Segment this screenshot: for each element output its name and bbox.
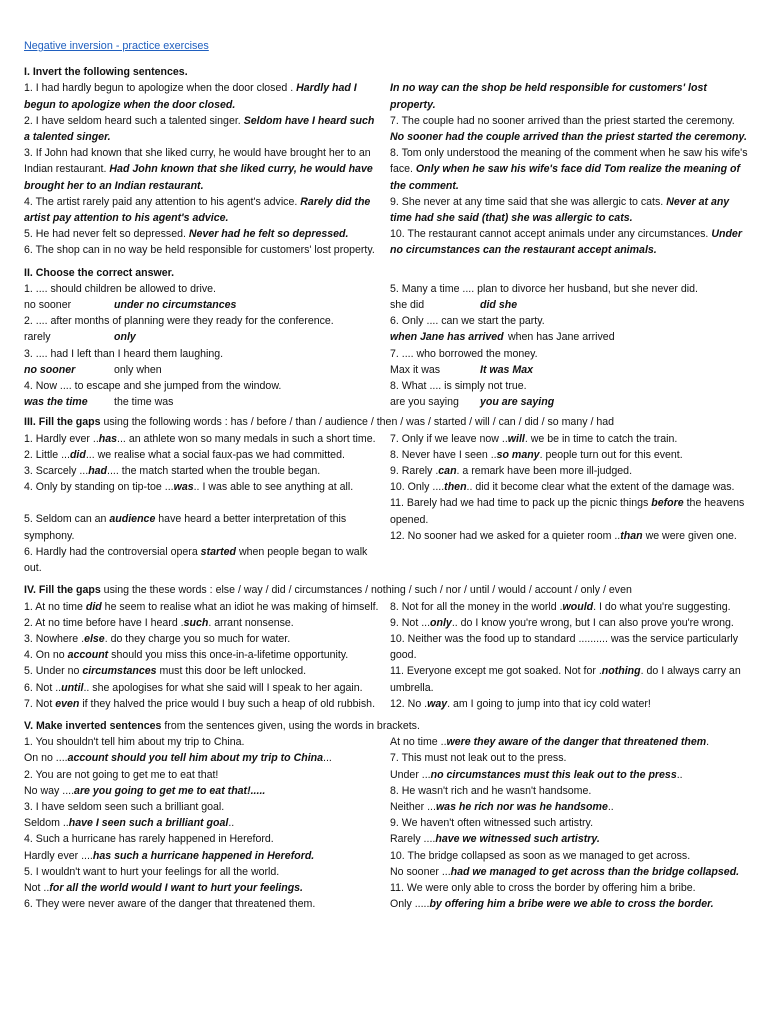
answer-line	[24, 815, 380, 831]
exercise-item	[24, 145, 380, 194]
exercise-item	[24, 696, 380, 712]
section-4-right	[386, 599, 748, 712]
exercise-item	[390, 281, 748, 313]
sentence-end: .... the match started when the trouble began.	[107, 465, 321, 478]
answer-suffix: ..	[607, 800, 614, 813]
sentence-start: 11. Everyone except me got soaked. Not for .	[390, 665, 602, 678]
question-text: 5. Many a time .... plan to divorce her husband, but she never did.	[390, 282, 698, 295]
answer-line	[390, 767, 748, 783]
sentence-end: should you miss this once-in-a-lifetime opportunity.	[108, 649, 349, 662]
exercise-item	[390, 880, 748, 912]
sentence-end: . a remark have been more ill-judged.	[456, 465, 633, 478]
answer-text: for all the world would I want to hurt your feelings.	[49, 881, 303, 894]
section-3-right	[386, 431, 748, 577]
answer-text: Hardly had I begun to apologize when the door closed.	[24, 82, 357, 111]
gap-answer: did	[85, 600, 102, 613]
answer-text: Never at any time had she said (that) she was allergic to cats.	[390, 195, 730, 225]
exercise-item	[390, 145, 748, 194]
gap-answer: until	[61, 681, 84, 694]
sentence-end: we were given one.	[642, 529, 737, 542]
question-text: 8. Tom only understood the meaning of the comment when he saw his wife's face.	[390, 147, 748, 176]
gap-answer: did	[69, 448, 86, 461]
answer-suffix: ...	[323, 752, 332, 765]
question-text: 4. Such a hurricane has rarely happened in Hereford.	[24, 833, 274, 846]
sentence-start: 9. Rarely .	[390, 465, 439, 478]
question-text: 6. They were never aware of the danger that threatened them.	[24, 898, 316, 911]
exercise-item	[24, 431, 380, 447]
sentence-start: 5. Seldom can an	[24, 513, 110, 526]
exercise-item	[24, 663, 380, 679]
question-text: 1. You shouldn't tell him about my trip to China.	[24, 736, 245, 749]
exercise-item	[24, 194, 380, 226]
option-a: no sooner	[24, 363, 76, 376]
gap-answer: even	[55, 697, 80, 710]
exercise-item	[390, 431, 748, 447]
exercise-item	[390, 696, 748, 712]
exercise-item	[390, 495, 748, 527]
exercise-item	[24, 896, 380, 912]
option-a: she did	[390, 299, 425, 312]
option-b: you are saying	[480, 396, 555, 409]
answer-line	[24, 848, 380, 864]
exercise-item	[24, 447, 380, 463]
answer-text: were they aware of the danger that threatened them	[446, 736, 707, 749]
exercise-item	[24, 226, 380, 242]
exercise-item	[390, 631, 748, 663]
sentence-end: . do they charge you so much for water.	[104, 632, 291, 645]
answer-text: has such a hurricane happened in Hereford.	[92, 849, 315, 862]
sentence-end: have heard a better interpretation of this symphony.	[24, 513, 347, 542]
sentence-end: the heavens opened.	[390, 497, 745, 526]
question-text: 11. We were only able to cross the border by offering him a bribe.	[390, 881, 696, 894]
answer-text: Had John known that she liked curry, he would have brought her to an Indian restaurant.	[24, 163, 373, 192]
question-text: 2. .... after months of planning were they ready for the conference.	[24, 315, 334, 328]
option-a: was the time	[24, 396, 88, 409]
answer-line	[24, 880, 380, 896]
options-row	[24, 362, 380, 378]
exercise-item	[24, 511, 380, 543]
answer-text: have I seen such a brilliant goal	[68, 817, 229, 830]
gap-answer: nothing	[601, 665, 641, 678]
gap-answer: would	[562, 600, 594, 613]
exercise-item	[24, 615, 380, 631]
answer-line	[24, 750, 380, 766]
section-4-left	[24, 599, 386, 712]
exercise-item	[390, 750, 748, 782]
exercise-item	[390, 528, 748, 544]
section-1-right	[386, 80, 748, 258]
sentence-start: 10. Only ....	[390, 481, 445, 494]
answer-line	[390, 831, 748, 847]
question-text: 7. This must not leak out to the press.	[390, 752, 567, 765]
options-row	[24, 394, 380, 410]
question-text: 8. He wasn't rich and he wasn't handsome.	[390, 784, 592, 797]
answer-suffix: .	[706, 736, 710, 749]
sentence-end: ... we realise what a social faux-pas we had committed.	[85, 448, 345, 461]
sentence-end: .. she apologises for what she said will I speak to her again.	[83, 681, 363, 694]
gap-answer: then	[444, 481, 467, 494]
question-text: 5. I wouldn't want to hurt your feelings for all the world.	[24, 865, 280, 878]
worksheet	[24, 38, 748, 912]
gap-answer: only	[430, 616, 452, 629]
option-b: only	[114, 331, 136, 344]
sentence-end: . we be in time to catch the train.	[524, 432, 678, 445]
options-row	[390, 329, 748, 345]
answer-suffix: ..	[228, 817, 235, 830]
options-row	[390, 394, 748, 410]
sentence-end: . do I always carry an umbrella.	[390, 665, 741, 694]
answer-text: was he rich nor was he handsome	[435, 800, 608, 813]
options-row	[24, 297, 380, 313]
gap-answer: so many	[496, 448, 540, 461]
sentence-end: .. do I know you're wrong, but I can also prove you're wrong.	[451, 616, 734, 629]
answer-text: No sooner had the couple arrived than the priest started the ceremony.	[390, 131, 747, 144]
sentence-start: 7. Only if we leave now ..	[390, 432, 508, 445]
sentence-start: 10. Neither was the food up to standard .......... was the service particularly good.	[390, 632, 739, 662]
gap-answer: started	[200, 545, 236, 558]
answer-text: by offering him a bribe were we able to cross the border.	[429, 898, 714, 911]
gap-answer: such	[183, 616, 209, 629]
sentence-start: 8. Never have I seen ..	[390, 448, 497, 461]
answer-line	[390, 896, 748, 912]
exercise-item	[390, 194, 748, 226]
question-text: 4. Now .... to escape and she jumped from the window.	[24, 380, 282, 393]
exercise-item	[24, 734, 380, 766]
exercise-item	[24, 80, 380, 112]
sentence-end: when people began to walk out.	[24, 545, 368, 575]
section-3-heading: III. Fill the gaps using the following words : has / before / than / audience / then / was / started / will / can / did / so many / had	[24, 416, 615, 429]
sentence-start: 4. Only by standing on tip-toe ...	[24, 481, 174, 494]
exercise-item	[390, 848, 748, 880]
sentence-start: 3. Nowhere .	[24, 632, 85, 645]
exercise-item	[390, 663, 748, 695]
answer-prefix: Only .....	[390, 898, 430, 911]
exercise-item	[24, 680, 380, 696]
section-5	[24, 734, 748, 912]
option-b: the time was	[114, 396, 174, 409]
sentence-start: 2. At no time before have I heard .	[24, 616, 184, 629]
sentence-start: 11. Barely had we had time to pack up the picnic things	[390, 497, 652, 510]
answer-prefix: On no ....	[24, 752, 68, 765]
exercise-item	[24, 631, 380, 647]
exercise-item	[24, 647, 380, 663]
exercise-item	[390, 734, 748, 750]
sentence-end: . arrant nonsense.	[208, 616, 294, 629]
option-a: are you saying	[390, 396, 459, 409]
sentence-end: .. I was able to see anything at all.	[193, 481, 354, 494]
gap-answer: was	[173, 481, 194, 494]
gap-answer: audience	[109, 513, 156, 526]
exercise-item	[24, 864, 380, 896]
exercise-item	[24, 767, 380, 799]
answer-prefix: Not ..	[24, 881, 50, 894]
option-a: rarely	[24, 331, 51, 344]
question-text: 8. What .... is simply not true.	[390, 380, 527, 393]
exercise-item	[24, 463, 380, 479]
question-text: 2. You are not going to get me to eat that!	[24, 768, 219, 781]
answer-prefix: No way ....	[24, 784, 75, 797]
exercise-item	[390, 463, 748, 479]
exercise-item	[24, 242, 380, 258]
question-text: 7. .... who borrowed the money.	[390, 347, 538, 360]
exercise-item	[24, 599, 380, 615]
section-5-left	[24, 734, 386, 912]
sentence-end: . people turn out for this event.	[539, 448, 683, 461]
options-row	[390, 297, 748, 313]
answer-line	[390, 799, 748, 815]
exercise-item	[390, 346, 748, 378]
sentence-start: 2. Little ...	[24, 448, 70, 461]
gap-answer: circumstances	[82, 665, 157, 678]
sentence-start: 5. Under no	[24, 665, 83, 678]
option-a: Max it was	[390, 363, 441, 376]
exercise-item	[24, 831, 380, 863]
answer-line	[390, 734, 748, 750]
answer-prefix: At no time ..	[390, 736, 447, 749]
section-5-heading: V. Make inverted sentences from the sentences given, using the words in brackets.	[24, 719, 420, 732]
exercise-item	[24, 281, 380, 313]
exercise-item	[24, 378, 380, 410]
answer-text: had we managed to get across than the bridge collapsed.	[450, 865, 740, 878]
exercise-item	[390, 447, 748, 463]
answer-text: Only when he saw his wife's face did Tom realize the meaning of the comment.	[390, 163, 741, 192]
answer-text: no circumstances must this leak out to the press	[430, 768, 677, 781]
question-text: 6. Only .... can we start the party.	[390, 315, 545, 328]
answer-text: Rarely did the artist pay attention to his agent's advice.	[24, 195, 371, 225]
sentence-start: 4. On no	[24, 649, 68, 662]
answer-text: In no way can the shop be held responsible for customers' lost property.	[390, 82, 707, 111]
question-text: 3. I have seldom seen such a brilliant goal.	[24, 800, 225, 813]
gap-answer: will	[507, 432, 525, 445]
sentence-end: . I do what you're suggesting.	[593, 600, 731, 613]
question-text: 10. The restaurant cannot accept animals under any circumstances.	[390, 228, 709, 241]
exercise-item	[390, 378, 748, 410]
option-b: only when	[114, 363, 162, 376]
answer-prefix: No sooner ...	[390, 865, 451, 878]
section-2-right	[386, 281, 748, 411]
option-b: when has Jane arrived	[508, 331, 615, 344]
exercise-item	[24, 346, 380, 378]
answer-suffix: ..	[676, 768, 683, 781]
sentence-start: 12. No .	[390, 697, 428, 710]
section-2	[24, 281, 748, 411]
answer-line	[24, 783, 380, 799]
exercise-item	[390, 226, 748, 258]
answer-text: are you going to get me to eat that!.....	[74, 784, 266, 797]
section-1	[24, 80, 748, 258]
option-b: It was Max	[480, 363, 533, 376]
answer-text: have we witnessed such artistry.	[435, 833, 600, 846]
exercise-item	[390, 80, 748, 112]
gap-answer: can	[438, 465, 457, 478]
answer-text: account should you tell him about my trip to China	[67, 752, 324, 765]
gap-answer: before	[651, 497, 684, 510]
question-text: 1. I had hardly begun to apologize when the door closed .	[24, 82, 294, 95]
exercise-item	[24, 479, 380, 495]
answer-text: Never had he felt so depressed.	[188, 228, 349, 241]
sentence-end: if they halved the price would I buy such a heap of old rubbish.	[79, 697, 376, 710]
exercise-item	[24, 113, 380, 145]
sentence-start: 6. Hardly had the controversial opera	[24, 545, 201, 558]
answer-text: Under no circumstances can the restaurant accept animals.	[390, 228, 742, 257]
sentence-start: 8. Not for all the money in the world .	[390, 600, 563, 613]
question-text: 9. We haven't often witnessed such artistry.	[390, 817, 594, 830]
exercise-item	[390, 783, 748, 815]
options-row	[24, 329, 380, 345]
sentence-start: 1. At no time	[24, 600, 86, 613]
section-3	[24, 431, 748, 577]
question-text: 2. I have seldom heard such a talented singer.	[24, 114, 241, 127]
question-text: 5. He had never felt so depressed.	[24, 228, 186, 241]
sentence-start: 12. No sooner had we asked for a quieter room ..	[390, 529, 621, 542]
question-text: 3. .... had I left than I heard them laughing.	[24, 347, 224, 360]
section-1-heading: I. Invert the following sentences.	[24, 66, 188, 79]
option-b: under no circumstances	[114, 299, 237, 312]
exercise-item	[390, 113, 748, 145]
answer-prefix: Rarely ....	[390, 833, 436, 846]
option-a: no sooner	[24, 299, 72, 312]
question-text: 4. The artist rarely paid any attention to his agent's advice.	[24, 195, 298, 208]
sentence-start: 7. Not	[24, 697, 56, 710]
answer-prefix: Hardly ever ....	[24, 849, 93, 862]
question-text: 7. The couple had no sooner arrived than the priest started the ceremony.	[390, 114, 735, 127]
answer-prefix: Under ...	[390, 768, 431, 781]
question-text: 6. The shop can in no way be held responsible for customers' lost property.	[24, 244, 375, 257]
options-row	[390, 362, 748, 378]
exercise-item	[24, 799, 380, 831]
answer-text: Seldom have I heard such a talented singer.	[24, 114, 375, 144]
answer-prefix: Neither ...	[390, 800, 436, 813]
question-text: 3. If John had known that she liked curry, he would have brought her to an Indian restaurant.	[24, 147, 371, 176]
question-text: 9. She never at any time said that she was allergic to cats.	[390, 195, 664, 208]
gap-answer: account	[67, 649, 109, 662]
exercise-item	[390, 479, 748, 495]
sentence-end: he seem to realise what an idiot he was making of himself.	[101, 600, 379, 613]
answer-prefix: Seldom ..	[24, 817, 69, 830]
gap-answer: than	[620, 529, 643, 542]
sentence-end: ... an athlete won so many medals in such a short time.	[117, 432, 376, 445]
exercise-item	[24, 544, 380, 576]
gap-answer: had	[88, 465, 108, 478]
gap-answer: has	[98, 432, 118, 445]
section-5-right	[386, 734, 748, 912]
section-2-left	[24, 281, 386, 411]
exercise-item	[390, 313, 748, 345]
sentence-end: .. did it become clear what the extent of the damage was.	[466, 481, 735, 494]
sentence-end: . am I going to jump into that icy cold water!	[447, 697, 651, 710]
gap-answer: else	[84, 632, 105, 645]
option-a: when Jane has arrived	[390, 331, 504, 344]
section-4-heading: IV. Fill the gaps using the these words : else / way / did / circumstances / nothing / such / nor / until / would / account / only / even	[24, 584, 632, 597]
sentence-end: must this door be left unlocked.	[156, 665, 307, 678]
exercise-item	[390, 599, 748, 615]
section-1-left	[24, 80, 386, 258]
option-b: did she	[480, 299, 518, 312]
exercise-item	[390, 815, 748, 847]
section-4	[24, 599, 748, 712]
question-text: 1. .... should children be allowed to drive.	[24, 282, 216, 295]
sentence-start: 1. Hardly ever ..	[24, 432, 99, 445]
answer-line	[390, 864, 748, 880]
worksheet-title-link[interactable]: Negative inversion - practice exercises	[24, 40, 209, 52]
section-3-left	[24, 431, 386, 577]
section-2-heading: II. Choose the correct answer.	[24, 266, 175, 279]
gap-answer: way	[427, 697, 448, 710]
exercise-item	[24, 313, 380, 345]
sentence-start: 9. Not ...	[390, 616, 431, 629]
exercise-item	[390, 615, 748, 631]
sentence-start: 6. Not ..	[24, 681, 62, 694]
spacer	[24, 495, 380, 511]
question-text: 10. The bridge collapsed as soon as we managed to get across.	[390, 849, 691, 862]
sentence-start: 3. Scarcely ...	[24, 465, 89, 478]
